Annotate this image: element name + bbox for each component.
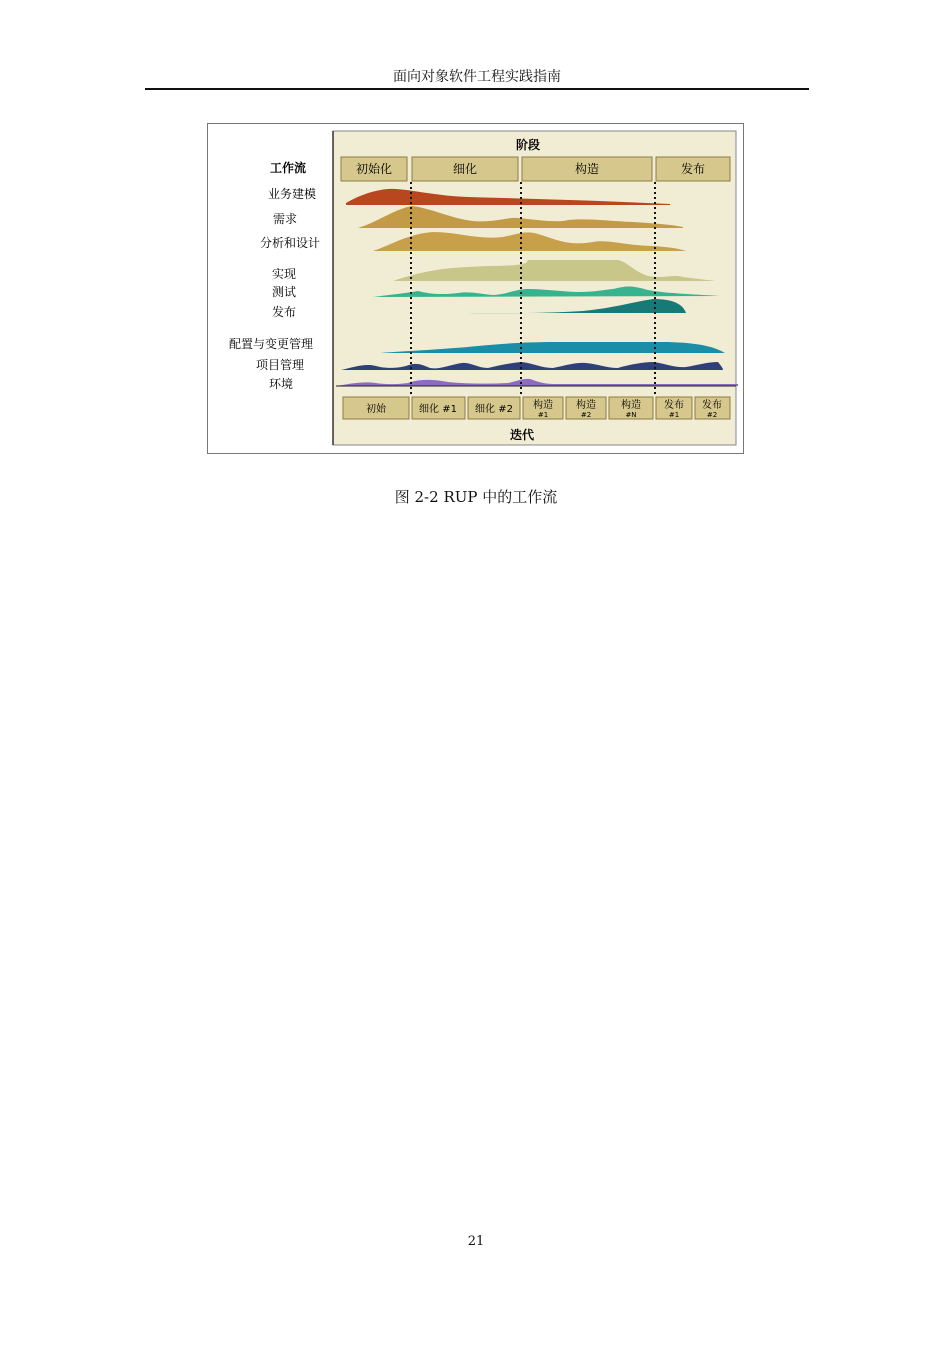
iteration-sublabel: #1: [537, 411, 549, 419]
rup-diagram: [208, 124, 745, 455]
iteration-label: 细化 #1: [419, 404, 457, 415]
iteration-boxes: [343, 397, 730, 419]
header-rule: [145, 88, 809, 90]
phase-title: 阶段: [515, 138, 541, 152]
iteration-label: 构造: [533, 400, 553, 411]
phase-boxes: [341, 157, 730, 181]
iteration-label: 发布: [664, 400, 684, 411]
phase-label-inception: 初始化: [355, 162, 393, 176]
phase-label-elaboration: 细化: [452, 162, 478, 176]
iteration-sublabel: #1: [668, 411, 680, 419]
workflow-label-environment: 环境: [268, 377, 294, 391]
iteration-title: 迭代: [509, 428, 535, 442]
workflow-label-config-change: 配置与变更管理: [228, 337, 314, 351]
workflow-label-test: 测试: [271, 285, 297, 299]
workflow-labels: [229, 186, 320, 391]
workflow-label-business-modeling: 业务建模: [267, 187, 317, 201]
iteration-label: 细化 #2: [475, 404, 513, 415]
workflow-label-project-management: 项目管理: [255, 358, 305, 372]
phase-label-construction: 构造: [574, 162, 600, 176]
iteration-label: 构造: [621, 400, 641, 411]
iteration-sublabel: #2: [580, 411, 592, 419]
phase-label-transition: 发布: [680, 162, 706, 176]
workflow-title: 工作流: [269, 161, 307, 175]
iteration-sublabel: #N: [625, 411, 637, 419]
page-number: 21: [467, 1234, 485, 1249]
running-header: 面向对象软件工程实践指南: [393, 69, 561, 85]
workflow-label-requirements: 需求: [272, 212, 298, 226]
iteration-sublabel: #2: [706, 411, 718, 419]
workflow-label-deployment: 发布: [271, 305, 297, 319]
rup-workflow-figure: [207, 123, 744, 454]
iteration-label: 初始: [366, 404, 386, 415]
figure-caption: 图 2-2 RUP 中的工作流: [394, 488, 558, 506]
iteration-label: 构造: [576, 400, 596, 411]
iteration-label: 发布: [702, 400, 722, 411]
workflow-label-implementation: 实现: [271, 267, 297, 281]
workflow-label-analysis-design: 分析和设计: [259, 236, 321, 250]
